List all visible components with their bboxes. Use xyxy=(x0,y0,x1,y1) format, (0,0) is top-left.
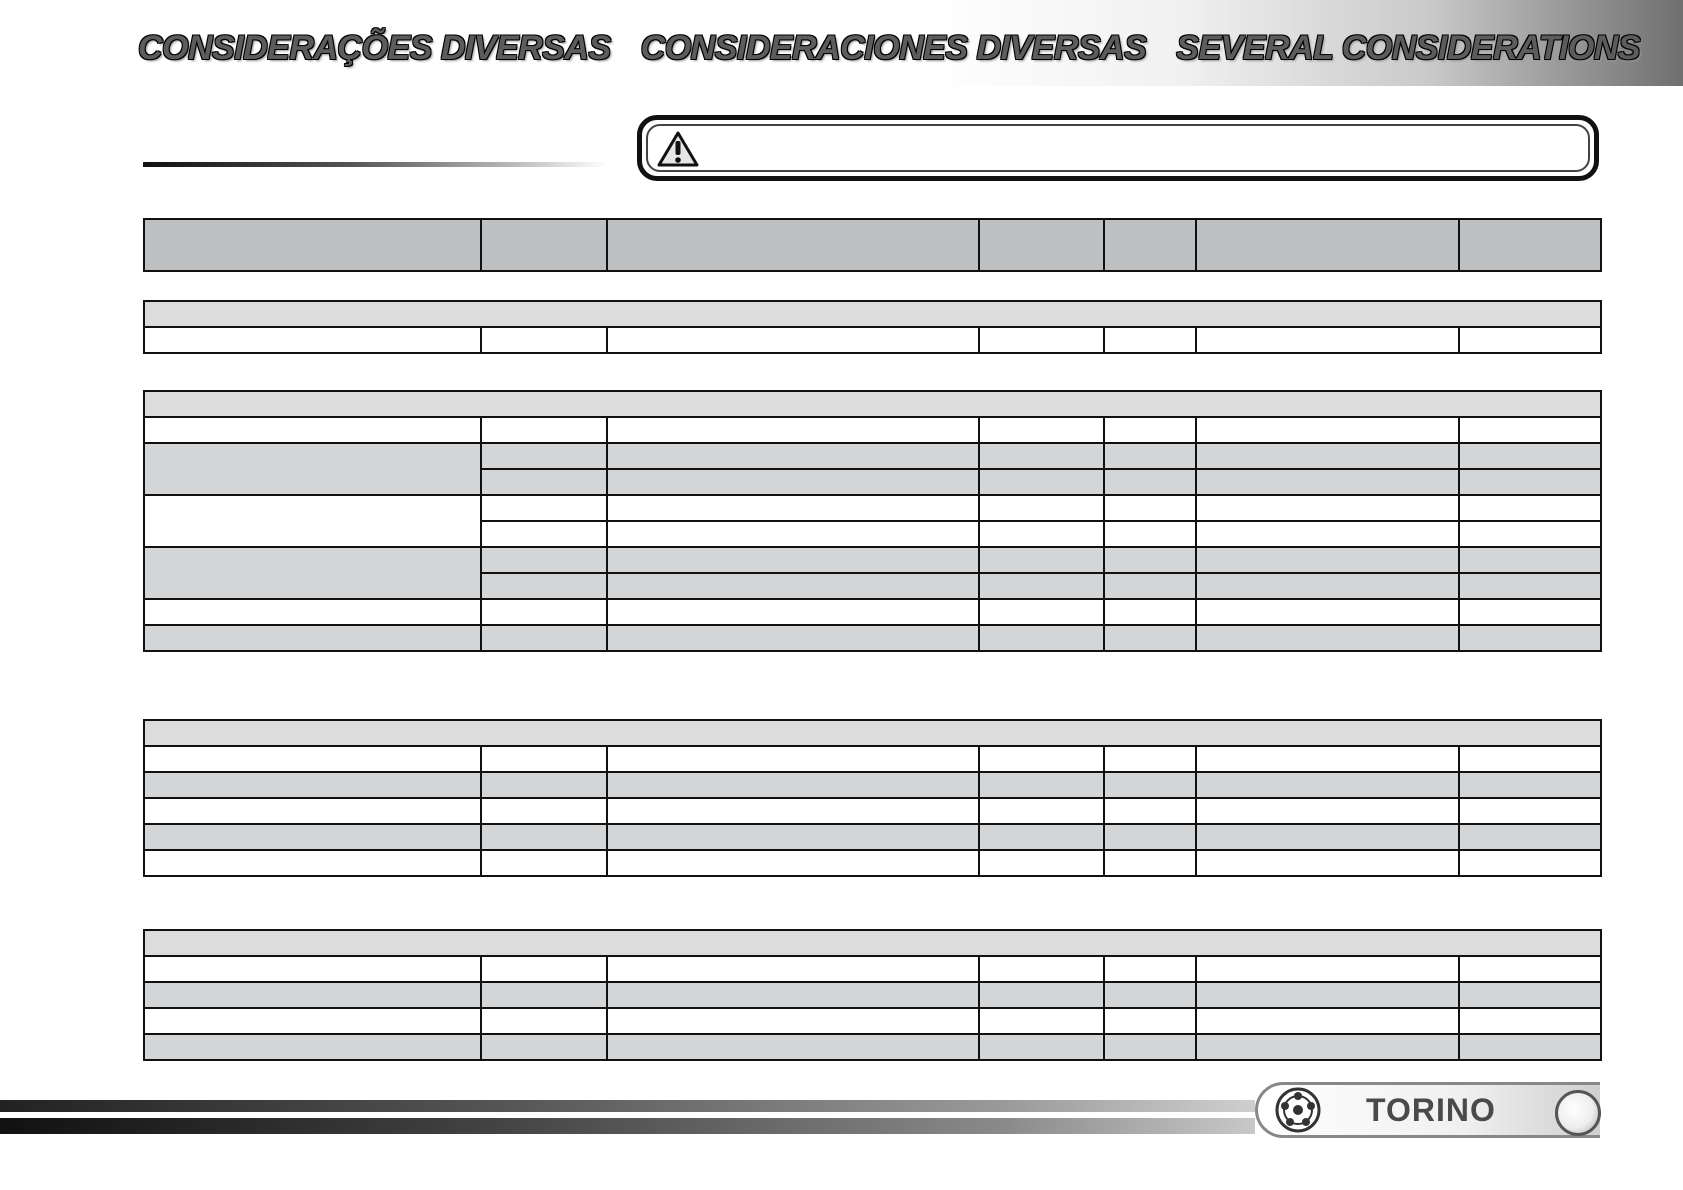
column-header-3 xyxy=(607,219,979,271)
column-header-1 xyxy=(144,219,481,271)
spec-table-section-4 xyxy=(143,929,1602,1061)
footer-stripe-top xyxy=(0,1100,1255,1112)
table-row xyxy=(144,599,1601,625)
column-header-4 xyxy=(979,219,1104,271)
column-header-7 xyxy=(1459,219,1601,271)
section-heading-row xyxy=(144,720,1601,746)
section-divider xyxy=(143,162,608,167)
spec-table-section-1 xyxy=(143,300,1602,354)
table-row xyxy=(144,625,1601,651)
page-tab-knob xyxy=(1555,1090,1601,1136)
spec-table-section-2 xyxy=(143,390,1602,652)
table-row xyxy=(144,746,1601,772)
table-row xyxy=(144,547,1601,573)
table-row xyxy=(144,956,1601,982)
table-row xyxy=(144,1008,1601,1034)
title-portuguese: CONSIDERAÇÕES DIVERSAS xyxy=(138,28,611,67)
table-row xyxy=(144,772,1601,798)
warning-triangle-icon xyxy=(656,130,700,168)
footer-stripe-bottom xyxy=(0,1118,1255,1134)
column-header-2 xyxy=(481,219,607,271)
wheel-logo-icon xyxy=(1274,1086,1322,1134)
brand-name: TORINO xyxy=(1366,1092,1496,1128)
spec-table-header xyxy=(143,218,1602,272)
table-row xyxy=(144,495,1601,521)
table-row xyxy=(144,417,1601,443)
section-heading-row xyxy=(144,391,1601,417)
column-header-6 xyxy=(1196,219,1459,271)
section-heading-row xyxy=(144,930,1601,956)
table-row xyxy=(144,850,1601,876)
section-heading-row xyxy=(144,301,1601,327)
table-row xyxy=(144,982,1601,1008)
page-header-titles xyxy=(138,18,1640,78)
title-english: SEVERAL CONSIDERATIONS xyxy=(1176,28,1641,67)
table-row xyxy=(144,798,1601,824)
table-row xyxy=(144,443,1601,469)
table-row xyxy=(144,1034,1601,1060)
warning-box xyxy=(637,115,1599,181)
table-row xyxy=(144,824,1601,850)
spec-table-section-3 xyxy=(143,719,1602,877)
table-row xyxy=(144,327,1601,353)
title-spanish: CONSIDERACIONES DIVERSAS xyxy=(640,28,1147,67)
column-header-5 xyxy=(1104,219,1196,271)
